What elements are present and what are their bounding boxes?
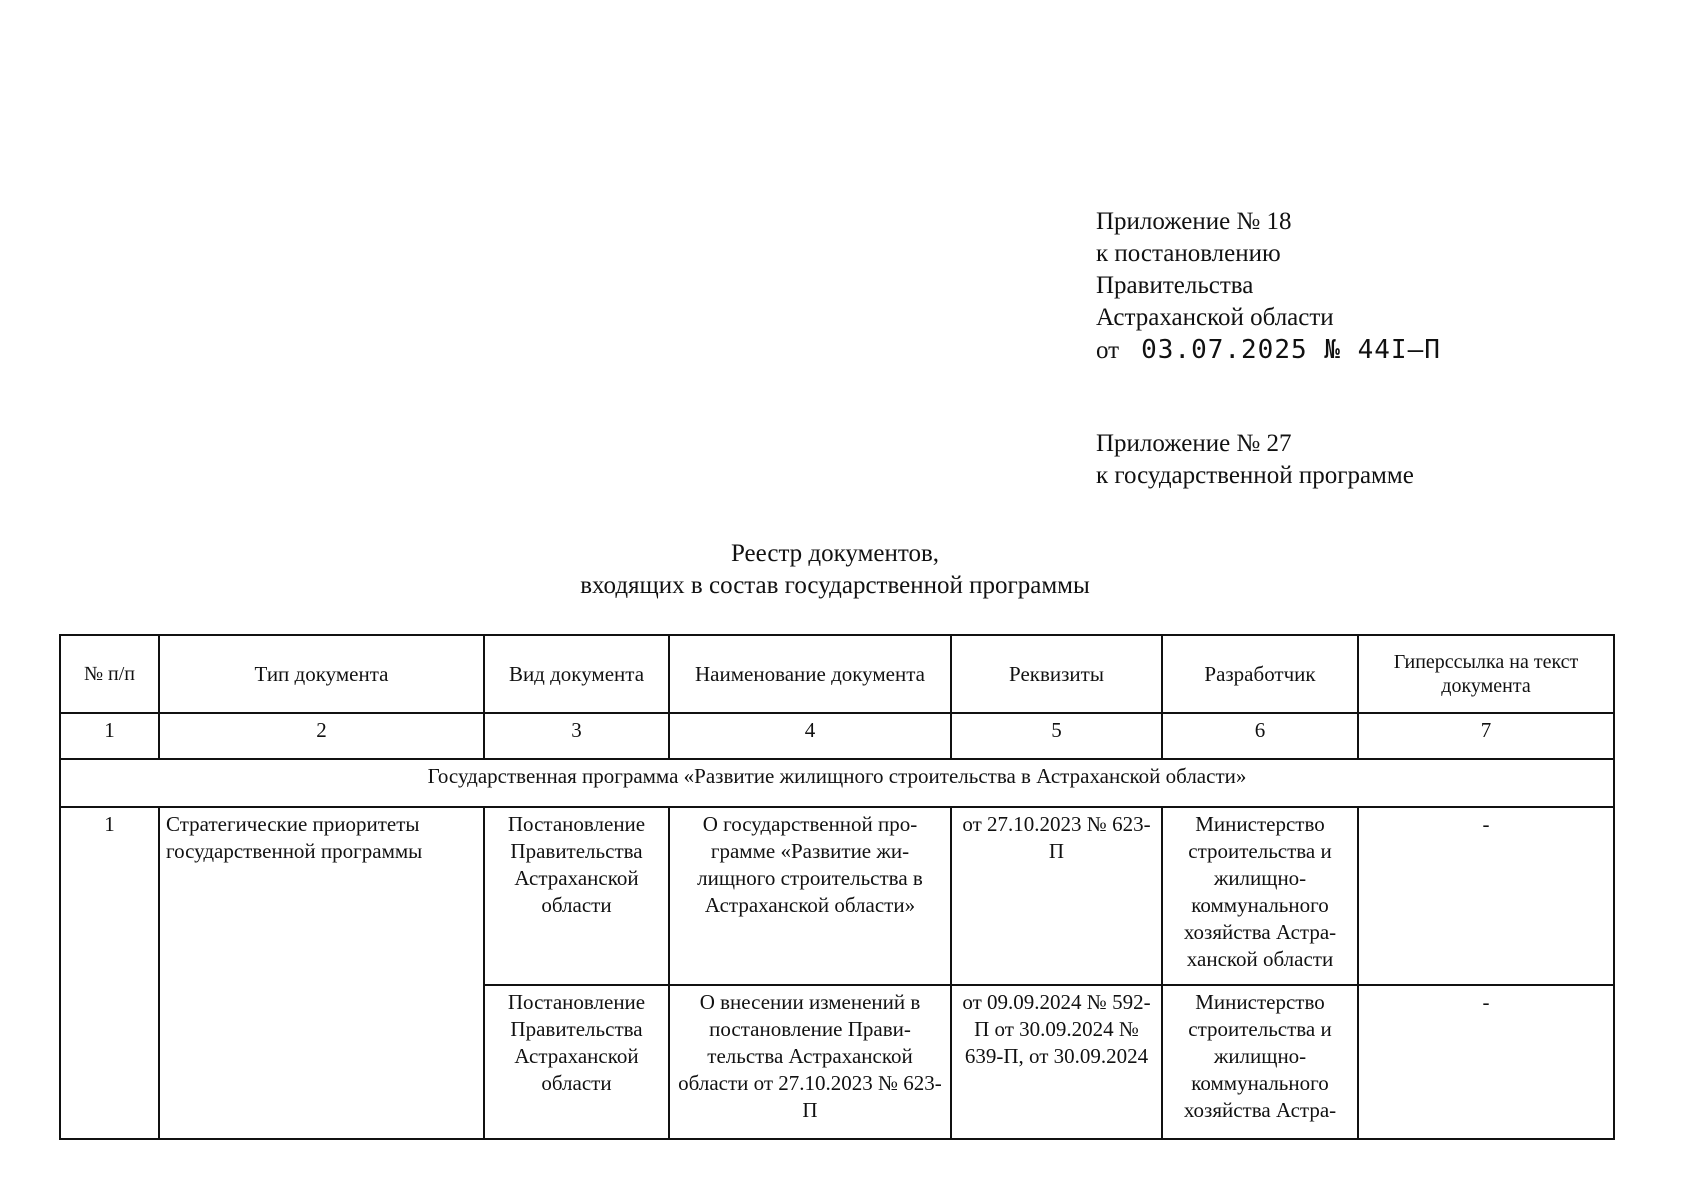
registry-title xyxy=(0,538,1670,602)
header-number: № п/п xyxy=(60,635,159,713)
details-cell: от 27.10.2023 № 623-П xyxy=(951,807,1162,985)
table-header-row xyxy=(60,635,1614,713)
details-cell: от 09.09.2024 № 592-П от 30.09.2024 № 639-П, от 30.09.2024 xyxy=(951,985,1162,1139)
column-number: 3 xyxy=(484,713,669,759)
appendix-18-block xyxy=(1096,206,1441,367)
appendix-27-line1: Приложение № 27 xyxy=(1096,430,1292,457)
registry-table xyxy=(59,634,1615,1140)
doc-name-cell: О внесении изменений в постановление Прави-тельства Астраханской области от 27.10.2023 № 623-П xyxy=(669,985,951,1139)
date-prefix: от xyxy=(1096,337,1120,364)
appendix-18-line3: Правительства xyxy=(1096,272,1254,299)
appendix-27-line2: к государственной программе xyxy=(1096,462,1414,489)
header-hyperlink: Гиперссылка на текст документа xyxy=(1358,635,1614,713)
appendix-18-date-line xyxy=(1096,334,1441,367)
developer-cell: Министерство строительства и жилищно-коммунального хозяйства Астра- xyxy=(1162,985,1358,1139)
column-number: 6 xyxy=(1162,713,1358,759)
appendix-18-line1: Приложение № 18 xyxy=(1096,208,1292,235)
doc-type-cell: Стратегические приоритеты государственной программы xyxy=(159,807,484,1139)
table-row xyxy=(60,807,1614,985)
column-numbers-row xyxy=(60,713,1614,759)
column-number: 7 xyxy=(1358,713,1614,759)
developer-cell: Министерство строительства и жилищно-коммунального хозяйства Астра-ханской области xyxy=(1162,807,1358,985)
appendix-18-line4: Астраханской области xyxy=(1096,304,1334,331)
registry-title-line2: входящих в состав государственной программы xyxy=(580,572,1090,599)
column-number: 4 xyxy=(669,713,951,759)
hyperlink-cell: - xyxy=(1358,985,1614,1139)
doc-kind-cell: Постановление Правительства Астраханской области xyxy=(484,807,669,985)
header-details: Реквизиты xyxy=(951,635,1162,713)
appendix-18-line2: к постановлению xyxy=(1096,240,1281,267)
registry-title-line1: Реестр документов, xyxy=(730,540,940,567)
section-title: Государственная программа «Развитие жилищного строительства в Астраханской области» xyxy=(60,759,1614,807)
header-doc-kind: Вид документа xyxy=(484,635,669,713)
header-doc-name: Наименование документа xyxy=(669,635,951,713)
decree-date-number: 03.07.2025 № 44I–П xyxy=(1141,335,1441,365)
column-number: 5 xyxy=(951,713,1162,759)
column-number: 2 xyxy=(159,713,484,759)
hyperlink-cell: - xyxy=(1358,807,1614,985)
appendix-27-block xyxy=(1096,428,1414,492)
doc-kind-cell: Постановление Правительства Астраханской области xyxy=(484,985,669,1139)
column-number: 1 xyxy=(60,713,159,759)
doc-name-cell: О государственной про-грамме «Развитие жи-лищного строительства в Астраханской области» xyxy=(669,807,951,985)
header-doc-type: Тип документа xyxy=(159,635,484,713)
row-number: 1 xyxy=(60,807,159,1139)
section-row xyxy=(60,759,1614,807)
header-developer: Разработчик xyxy=(1162,635,1358,713)
